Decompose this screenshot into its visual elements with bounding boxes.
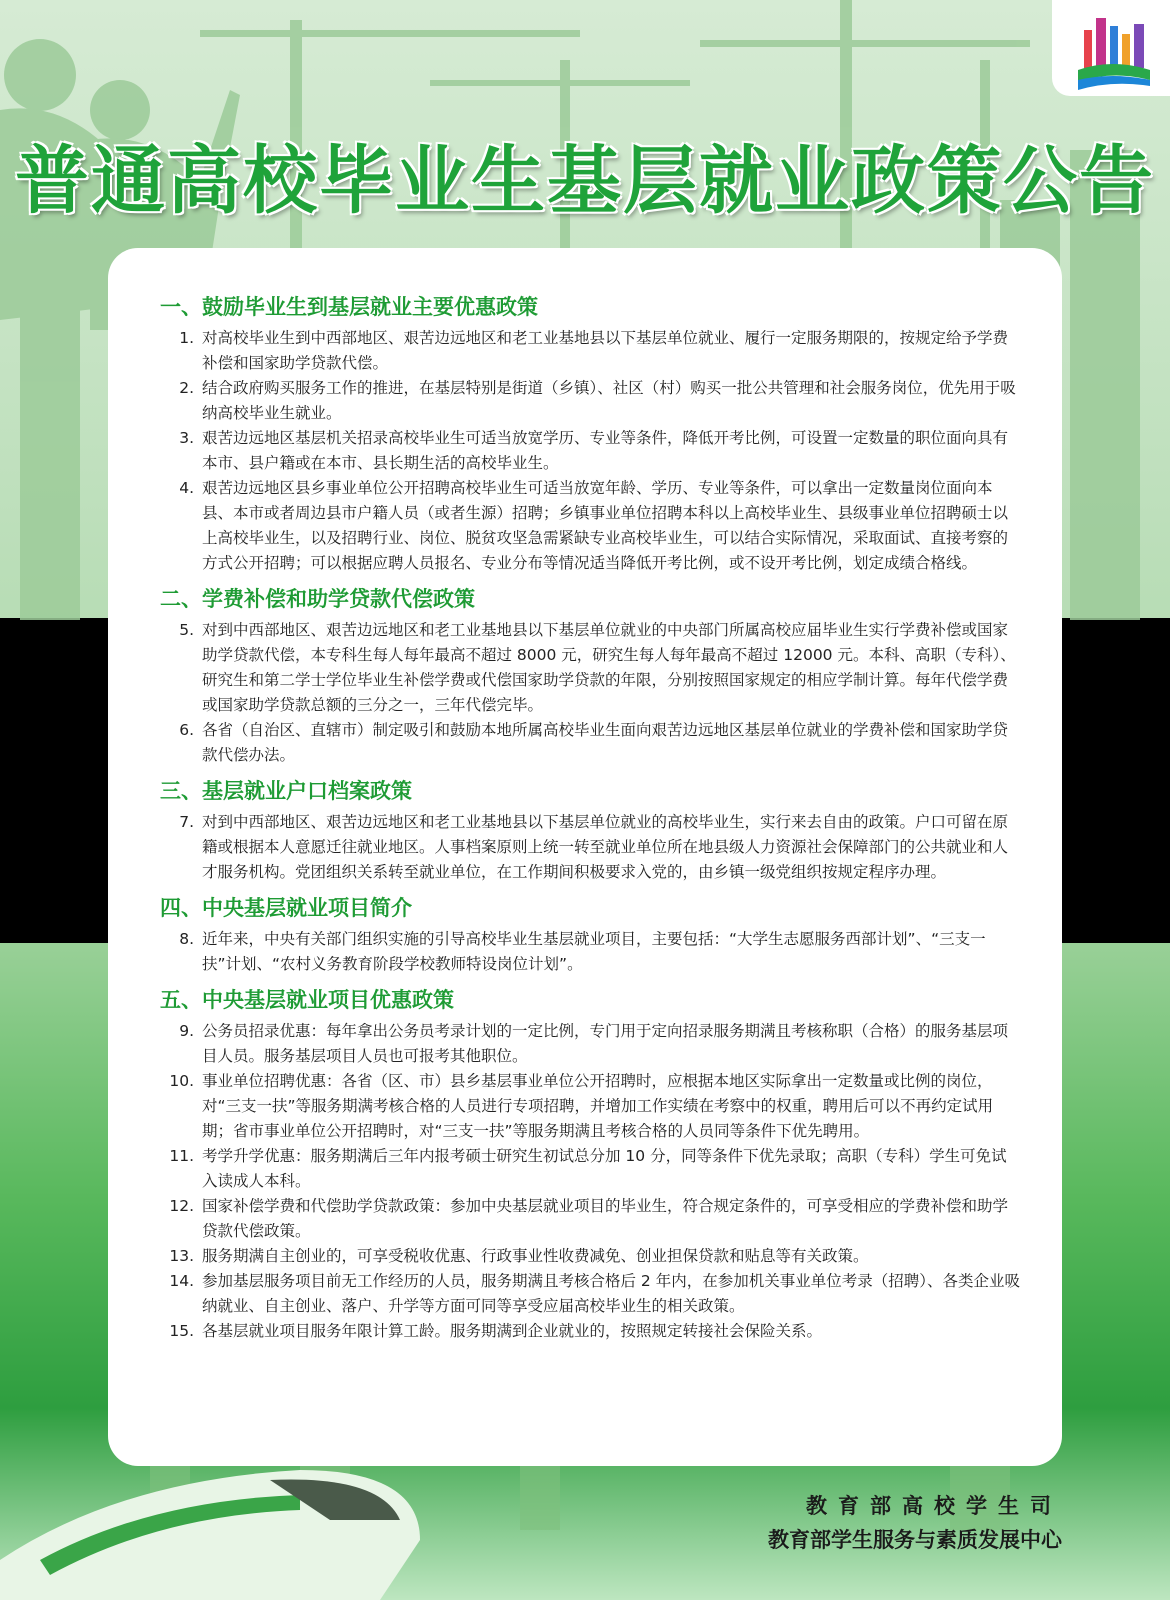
policy-item (160, 426, 1020, 476)
item-number: 7. (179, 813, 194, 831)
item-text: 结合政府购买服务工作的推进，在基层特别是街道（乡镇）、社区（村）购买一批公共管理和社会服务岗位，优先用于吸纳高校毕业生就业。 (202, 379, 1016, 422)
logo (1052, 0, 1170, 96)
section-heading: 三、基层就业户口档案政策 (160, 779, 412, 803)
policy-item (160, 326, 1020, 376)
item-text: 对高校毕业生到中西部地区、艰苦边远地区和老工业基地县以下基层单位就业、履行一定服务期限的，按规定给予学费补偿和国家助学贷款代偿。 (202, 329, 1009, 372)
item-number: 10. (169, 1072, 194, 1090)
policy-item (160, 1319, 1020, 1344)
item-number: 12. (169, 1197, 194, 1215)
policy-item (160, 927, 1020, 977)
item-number: 14. (169, 1272, 194, 1290)
item-text: 各省（自治区、直辖市）制定吸引和鼓励本地所属高校毕业生面向艰苦边远地区基层单位就业的学费补偿和国家助学贷款代偿办法。 (202, 721, 1009, 764)
footer-org-1: 教育部高校学生司 (806, 1494, 1062, 1518)
item-number: 6. (179, 721, 194, 739)
item-number: 5. (179, 621, 194, 639)
item-text: 公务员招录优惠：每年拿出公务员考录计划的一定比例，专门用于定向招录服务期满且考核称职（合格）的服务基层项目人员。服务基层项目人员也可报考其他职位。 (202, 1022, 1009, 1065)
policy-item (160, 1194, 1020, 1244)
item-number: 2. (179, 379, 194, 397)
item-text: 对到中西部地区、艰苦边远地区和老工业基地县以下基层单位就业的高校毕业生，实行来去自由的政策。户口可留在原籍或根据本人意愿迁往就业地区。人事档案原则上统一转至就业单位所在地县级人力资源社会保障部门的公共就业和人才服务机构。党团组织关系转至就业单位，在工作期间积极要求入党的，由乡镇一级党组织按规定程序办理。 (202, 813, 1009, 881)
policy-item (160, 1019, 1020, 1069)
policy-item (160, 718, 1020, 768)
policy-item (160, 1069, 1020, 1144)
policy-item (160, 1244, 1020, 1269)
item-number: 8. (179, 930, 194, 948)
item-number: 11. (169, 1147, 194, 1165)
policy-content (160, 292, 1020, 1352)
item-number: 4. (179, 479, 194, 497)
item-number: 9. (179, 1022, 194, 1040)
section-heading: 四、中央基层就业项目简介 (160, 896, 412, 920)
train-icon (0, 1470, 420, 1600)
item-text: 考学升学优惠：服务期满后三年内报考硕士研究生初试总分加 10 分，同等条件下优先录取；高职（专科）学生可免试入读成人本科。 (202, 1147, 1007, 1190)
section-heading: 二、学费补偿和助学贷款代偿政策 (160, 587, 475, 611)
item-text: 国家补偿学费和代偿助学贷款政策：参加中央基层就业项目的毕业生，符合规定条件的，可享受相应的学费补偿和助学贷款代偿政策。 (202, 1197, 1009, 1240)
section-heading: 五、中央基层就业项目优惠政策 (160, 988, 454, 1012)
item-text: 艰苦边远地区基层机关招录高校毕业生可适当放宽学历、专业等条件，降低开考比例，可设置一定数量的职位面向具有本市、县户籍或在本市、县长期生活的高校毕业生。 (202, 429, 1009, 472)
policy-item (160, 618, 1020, 718)
item-number: 15. (169, 1322, 194, 1340)
item-text: 事业单位招聘优惠：各省（区、市）县乡基层事业单位公开招聘时，应根据本地区实际拿出一定数量或比例的岗位，对“三支一扶”等服务期满考核合格的人员进行专项招聘，并增加工作实绩在考察中的权重，聘用后可以不再约定试用期；省市事业单位公开招聘时，对“三支一扶”等服务期满且考核合格的人员同等条件下优先聘用。 (202, 1072, 994, 1140)
policy-item (160, 810, 1020, 885)
item-number: 1. (179, 329, 194, 347)
item-text: 对到中西部地区、艰苦边远地区和老工业基地县以下基层单位就业的中央部门所属高校应届毕业生实行学费补偿或国家助学贷款代偿，本专科生每人每年最高不超过 8000 元，研究生每人每年最高不超过 12000 元。本科、高职（专科）、研究生和第二学士学位毕业生补偿学费或代偿国家助学贷款的年限，分别按照国家规定的相应学制计算。每年代偿学费或国家助学贷款总额的三分之一，三年代偿完毕。 (202, 621, 1016, 714)
policy-item (160, 1144, 1020, 1194)
item-number: 3. (179, 429, 194, 447)
item-text: 各基层就业项目服务年限计算工龄。服务期满到企业就业的，按照规定转接社会保险关系。 (202, 1322, 823, 1340)
item-text: 近年来，中央有关部门组织实施的引导高校毕业生基层就业项目，主要包括：“大学生志愿服务西部计划”、“三支一扶”计划、“农村义务教育阶段学校教师特设岗位计划”。 (202, 930, 986, 973)
item-text: 参加基层服务项目前无工作经历的人员，服务期满且考核合格后 2 年内，在参加机关事业单位考录（招聘）、各类企业吸纳就业、自主创业、落户、升学等方面可同等享受应届高校毕业生的相关政策。 (202, 1272, 1020, 1315)
policy-item (160, 1269, 1020, 1319)
city-skyline-logo-icon (1052, 0, 1170, 96)
section-heading: 一、鼓励毕业生到基层就业主要优惠政策 (160, 295, 538, 319)
policy-item (160, 476, 1020, 576)
policy-item (160, 376, 1020, 426)
item-number: 13. (169, 1247, 194, 1265)
item-text: 服务期满自主创业的，可享受税收优惠、行政事业性收费减免、创业担保贷款和贴息等有关政策。 (202, 1247, 869, 1265)
page-title: 普通高校毕业生基层就业政策公告 (15, 138, 1155, 224)
footer-org-2: 教育部学生服务与素质发展中心 (768, 1528, 1062, 1552)
item-text: 艰苦边远地区县乡事业单位公开招聘高校毕业生可适当放宽年龄、学历、专业等条件，可以拿出一定数量岗位面向本县、本市或者周边县市户籍人员（或者生源）招聘；乡镇事业单位招聘本科以上高校毕业生、县级事业单位招聘硕士以上高校毕业生，以及招聘行业、岗位、脱贫攻坚急需紧缺专业高校毕业生，可以结合实际情况，采取面试、直接考察的方式公开招聘；可以根据应聘人员报名、专业分布等情况适当降低开考比例，或不设开考比例，划定成绩合格线。 (202, 479, 1009, 572)
